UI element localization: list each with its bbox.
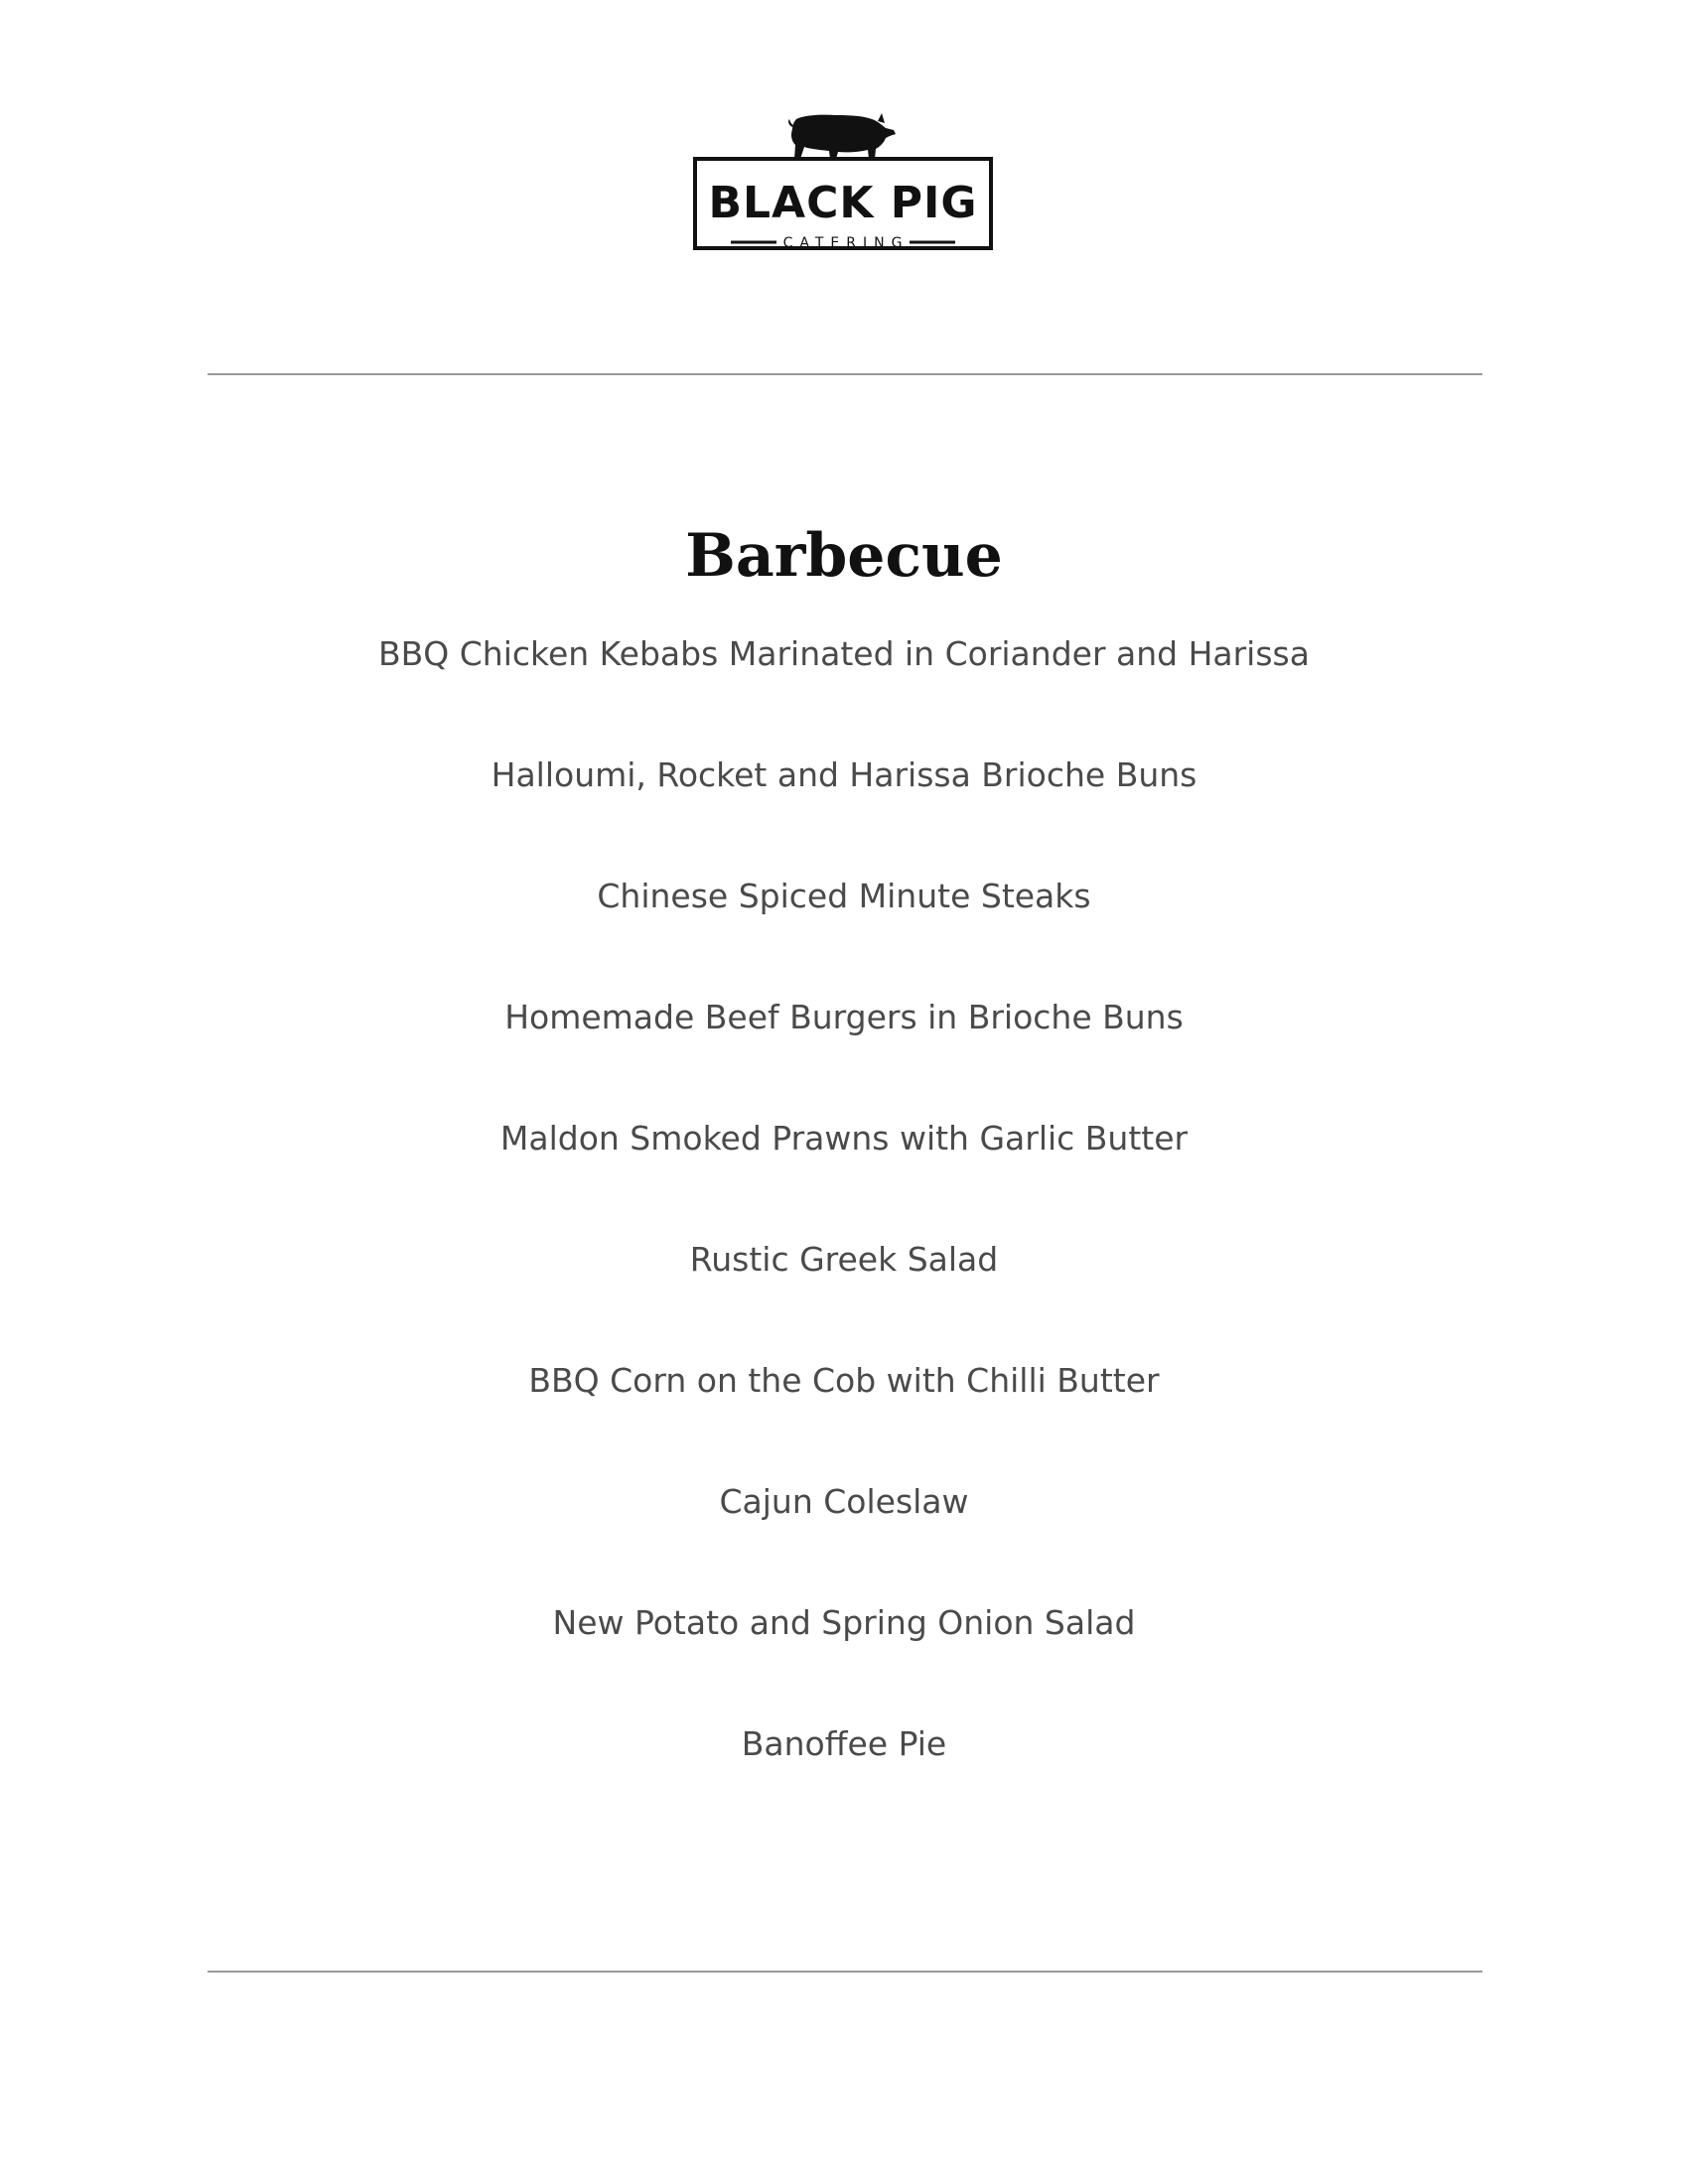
- menu-item: BBQ Corn on the Cob with Chilli Butter: [528, 1361, 1160, 1400]
- menu-item: Halloumi, Rocket and Harissa Brioche Buns: [491, 755, 1197, 794]
- logo-graphic: [693, 103, 995, 252]
- menu-item: Chinese Spiced Minute Steaks: [597, 877, 1091, 915]
- menu-list: [0, 627, 1688, 1839]
- logo-name: BLACK PIG: [708, 178, 978, 228]
- menu-item: Banoffee Pie: [741, 1724, 947, 1763]
- black-pig-logo: [693, 103, 995, 252]
- top-divider: [208, 373, 1482, 375]
- menu-title: Barbecue: [685, 521, 1003, 591]
- menu-item: New Potato and Spring Onion Salad: [552, 1603, 1136, 1642]
- pig-icon: [788, 113, 896, 159]
- menu-item: BBQ Chicken Kebabs Marinated in Coriander and Harissa: [378, 634, 1310, 673]
- bottom-divider: [208, 1971, 1482, 1973]
- menu-item: Homemade Beef Burgers in Brioche Buns: [504, 998, 1184, 1036]
- menu-item: Rustic Greek Salad: [689, 1240, 999, 1279]
- logo-tagline: CATERING: [782, 235, 910, 251]
- menu-item: Cajun Coleslaw: [719, 1482, 969, 1521]
- menu-item: Maldon Smoked Prawns with Garlic Butter: [499, 1119, 1189, 1158]
